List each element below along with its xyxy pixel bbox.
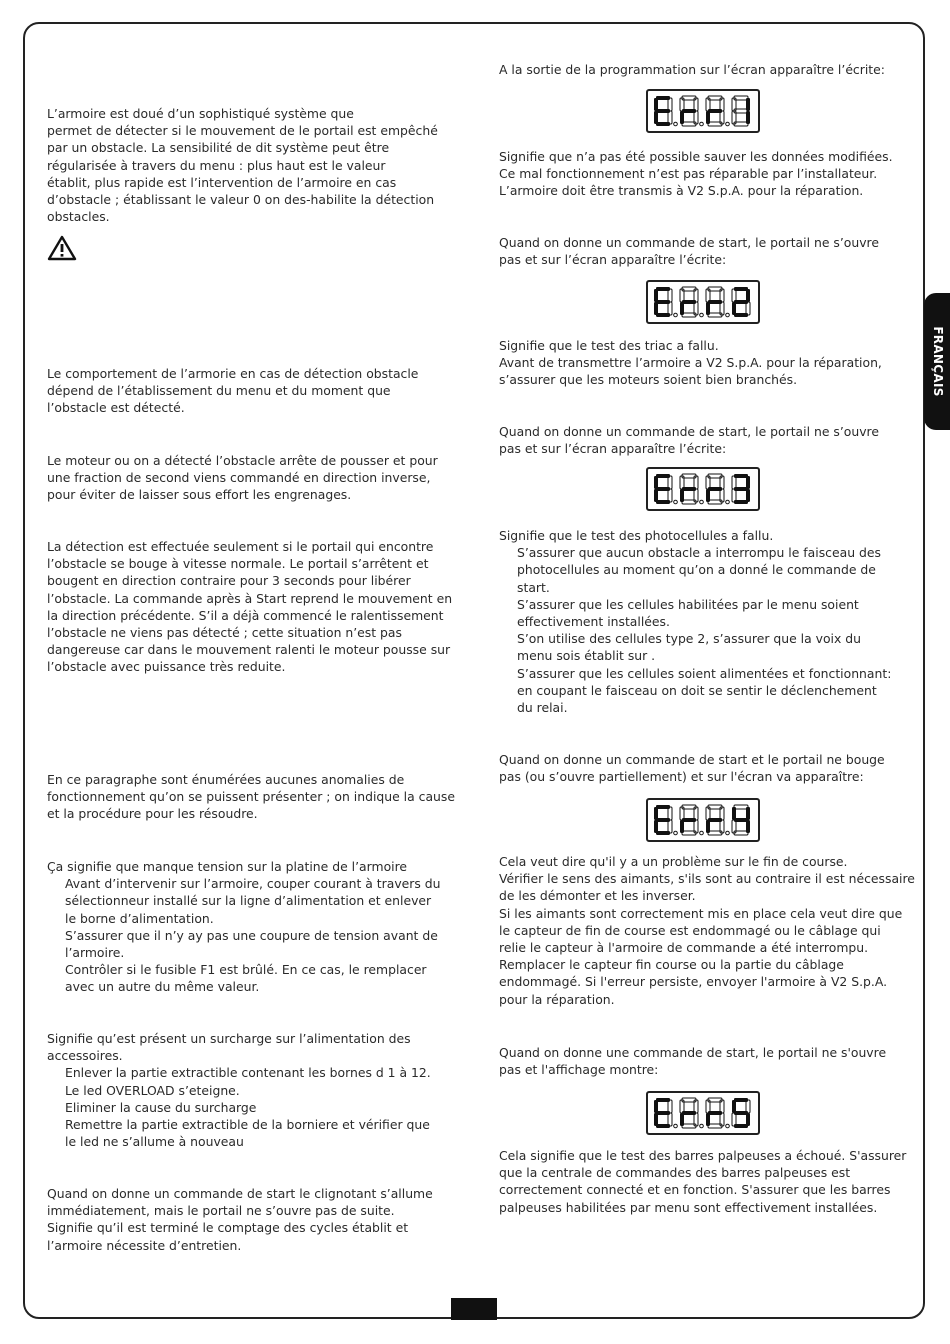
language-tab-label: FRANÇAIS	[931, 326, 945, 397]
text-line: l’armoire.	[65, 945, 125, 961]
text-line: S’on utilise des cellules type 2, s’assurer que la voix du	[517, 631, 861, 647]
text-line: Quand on donne un commande de start, le portail ne s’ouvre	[499, 424, 879, 439]
text-line: pas (ou s’ouvre partiellement) et sur l'écran va apparaître:	[499, 769, 864, 785]
text-line: l’obstacle. La commande après à Start reprend le mouvement en	[47, 590, 453, 606]
text-line: le capteur de fin de course est endommagé ou le câblage qui	[499, 922, 881, 938]
text-line: bougent en direction contraire pour 3 seconds pour libérer	[47, 573, 411, 589]
text-line: le led ne s’allume à nouveau	[65, 1134, 244, 1150]
text-line: Signifie qu’est présent un surcharge sur l’alimentation des	[47, 1031, 411, 1046]
page-number-box	[451, 1298, 497, 1320]
text-line: Quand on donne un commande de start et le portail ne bouge	[499, 752, 885, 767]
text-line: dangereuse car dans le mouvement ralenti le moteur pousse sur	[47, 642, 451, 658]
text-line: pour la réparation.	[499, 991, 615, 1007]
lcd-digits	[648, 800, 758, 840]
lcd-digits	[648, 91, 758, 131]
paragraph-behaviour	[47, 365, 418, 417]
text-line: La détection est effectuée seulement si le portail qui encontre	[47, 539, 434, 554]
text-line: Le moteur ou on a détecté l’obstacle arrête de pousser et pour	[47, 453, 438, 468]
text-line: S’assurer que il n’y ay pas une coupure de tension avant de	[65, 927, 438, 943]
paragraph-err1-intro	[499, 61, 885, 78]
overload-lead	[47, 1030, 431, 1064]
text-line: Le comportement de l’armorie en cas de détection obstacle	[47, 366, 419, 381]
text-line: pas et sur l’écran apparaître l’écrite:	[499, 441, 727, 457]
text-line: Contrôler si le fusible F1 est brûlé. En ce cas, le remplacer	[65, 962, 427, 978]
text-line: le borne d’alimentation.	[65, 910, 214, 926]
text-line: la direction précédente. S’il a déjà commencé le ralentissement	[47, 607, 444, 623]
text-line: accessoires.	[47, 1048, 123, 1064]
paragraph-obstacle-detection	[47, 105, 438, 225]
text-line: S’assurer que les cellules habilitées par le menu soient	[517, 596, 859, 612]
lcd-digits	[648, 469, 758, 509]
paragraph-err1-desc	[499, 148, 893, 200]
text-line: Si les aimants sont correctement mis en place cela veut dire que	[499, 905, 903, 921]
display-err2	[646, 280, 760, 324]
paragraph-maintenance	[47, 1185, 433, 1254]
paragraph-err4-desc	[499, 853, 915, 1008]
text-line: Cela signifie que le test des barres palpeuses a échoué. S'assurer	[499, 1148, 907, 1163]
paragraph-motor	[47, 452, 438, 504]
paragraph-err2-desc	[499, 337, 882, 389]
display-err4	[646, 798, 760, 842]
text-line: fonctionnement qu’on se puissent présenter ; on indique la cause	[47, 789, 455, 805]
text-line: l’obstacle ne viens pas détecté ; cette situation n’est pas	[47, 625, 402, 641]
err3-lead: Signifie que le test des photocellules a fallu.	[499, 528, 774, 543]
text-line: Signifie que le test des triac a fallu.	[499, 338, 719, 353]
text-line: l’armoire nécessite d’entretien.	[47, 1237, 242, 1253]
no-power-lead: Ça signifie que manque tension sur la platine de l’armoire	[47, 859, 408, 874]
text-line: Remplacer le capteur fin course ou la partie du câblage	[499, 957, 844, 973]
no-power-list	[47, 875, 440, 995]
text-line: du relai.	[517, 700, 568, 716]
text-line: l’obstacle est détecté.	[47, 400, 185, 416]
text-line: de les démonter et les inverser.	[499, 888, 696, 904]
text-line: et la procédure pour les résoudre.	[47, 806, 258, 822]
display-err3	[646, 467, 760, 511]
text-line: permet de détecter si le mouvement de le portail est empêché	[47, 123, 438, 139]
text-line: L’armoire est doué d’un sophistiqué système que	[47, 106, 354, 121]
language-tab	[924, 293, 950, 430]
text-line: Ce mal fonctionnement n’est pas réparable par l’installateur.	[499, 166, 878, 182]
text-line: Enlever la partie extractible contenant les bornes d 1 à 12.	[65, 1065, 431, 1081]
text-line: que la centrale de commandes des barres palpeuses est	[499, 1165, 851, 1181]
text-line: S’assurer que les cellules soient alimentées et fonctionnant:	[517, 665, 892, 681]
paragraph-err4-intro	[499, 751, 885, 785]
text-line: pas et l'affichage montre:	[499, 1062, 659, 1078]
text-line: A la sortie de la programmation sur l’écran apparaître l’écrite:	[499, 62, 885, 77]
text-line: avec un autre du même valeur.	[65, 979, 260, 995]
paragraph-err3-desc	[499, 527, 891, 716]
paragraph-err2-intro	[499, 234, 879, 268]
paragraph-overload	[47, 1030, 431, 1150]
text-line: menu sois établit sur .	[517, 648, 656, 664]
text-line: une fraction de second viens commandé en direction inverse,	[47, 470, 431, 486]
text-line: pas et sur l’écran apparaître l’écrite:	[499, 252, 727, 268]
text-line: l’obstacle avec puissance très reduite.	[47, 659, 286, 675]
text-line: Signifie qu’il est terminé le comptage des cycles établit et	[47, 1220, 409, 1236]
paragraph-err5-desc	[499, 1147, 906, 1216]
text-line: Cela veut dire qu'il y a un problème sur le fin de course.	[499, 854, 848, 869]
paragraph-err5-intro	[499, 1044, 886, 1078]
paragraph-detection	[47, 538, 452, 676]
text-line: par un obstacle. La sensibilité de dit système peut être	[47, 140, 390, 156]
text-line: s’assurer que les moteurs soient bien branchés.	[499, 372, 798, 388]
text-line: Avant de transmettre l’armoire a V2 S.p.A. pour la réparation,	[499, 355, 882, 371]
text-line: Remettre la partie extractible de la borniere et vérifier que	[65, 1117, 430, 1133]
text-line: Eliminer la cause du surcharge	[65, 1099, 257, 1115]
text-line: start.	[517, 579, 550, 595]
text-line: d’obstacle ; établissant le valeur 0 on des-habilite la détection	[47, 192, 435, 208]
text-line: l’obstacle se bouge à vitesse normale. Le portail s’arrêtent et	[47, 556, 429, 572]
text-line: photocellules au moment qu’on a donné le commande de	[517, 562, 876, 578]
text-line: Signifie que n’a pas été possible sauver les données modifiées.	[499, 149, 893, 164]
warning-icon	[47, 235, 77, 261]
text-line: correctement connecté et en fonction. S'assurer que les barres	[499, 1182, 891, 1198]
text-line: effectivement installées.	[517, 614, 670, 630]
text-line: En ce paragraphe sont énumérées aucunes anomalies de	[47, 772, 405, 787]
paragraph-anomalies	[47, 771, 455, 823]
text-line: obstacles.	[47, 209, 110, 225]
text-line: relie le capteur à l'armoire de commande a été interrompu.	[499, 940, 869, 956]
text-line: Quand on donne un commande de start, le portail ne s’ouvre	[499, 235, 879, 250]
text-line: Quand on donne une commande de start, le portail ne s'ouvre	[499, 1045, 887, 1060]
text-line: Quand on donne un commande de start le clignotant s’allume	[47, 1186, 433, 1201]
text-line: dépend de l’établissement du menu et du moment que	[47, 383, 391, 399]
display-err5	[646, 1091, 760, 1135]
text-line: régularisée à travers du menu : plus haut est le valeur	[47, 157, 386, 173]
overload-list	[47, 1064, 431, 1150]
text-line: établit, plus rapide est l’intervention de l’armoire en cas	[47, 174, 397, 190]
text-line: S’assurer que aucun obstacle a interrompu le faisceau des	[517, 545, 881, 561]
paragraph-err3-intro	[499, 423, 879, 457]
text-line: pour éviter de laisser sous effort les engrenages.	[47, 487, 352, 503]
text-line: L’armoire doit être transmis à V2 S.p.A. pour la réparation.	[499, 183, 864, 199]
lcd-digits	[648, 1093, 758, 1133]
paragraph-no-power	[47, 858, 440, 996]
text-line: palpeuses habilitées par menu sont effectivement installées.	[499, 1199, 878, 1215]
lcd-digits	[648, 282, 758, 322]
err3-list	[499, 544, 891, 716]
text-line: Avant d’intervenir sur l’armoire, couper courant à travers du	[65, 876, 441, 892]
text-line: en coupant le faisceau on doit se sentir le déclenchement	[517, 682, 877, 698]
text-line: sélectionneur installé sur la ligne d’alimentation et enlever	[65, 893, 432, 909]
text-line: Vérifier le sens des aimants, s'ils sont au contraire il est nécessaire	[499, 871, 915, 887]
display-err1	[646, 89, 760, 133]
text-line: Le led OVERLOAD s’eteigne.	[65, 1082, 240, 1098]
text-line: immédiatement, mais le portail ne s’ouvre pas de suite.	[47, 1203, 395, 1219]
text-line: endommagé. Si l'erreur persiste, envoyer l'armoire à V2 S.p.A.	[499, 974, 888, 990]
